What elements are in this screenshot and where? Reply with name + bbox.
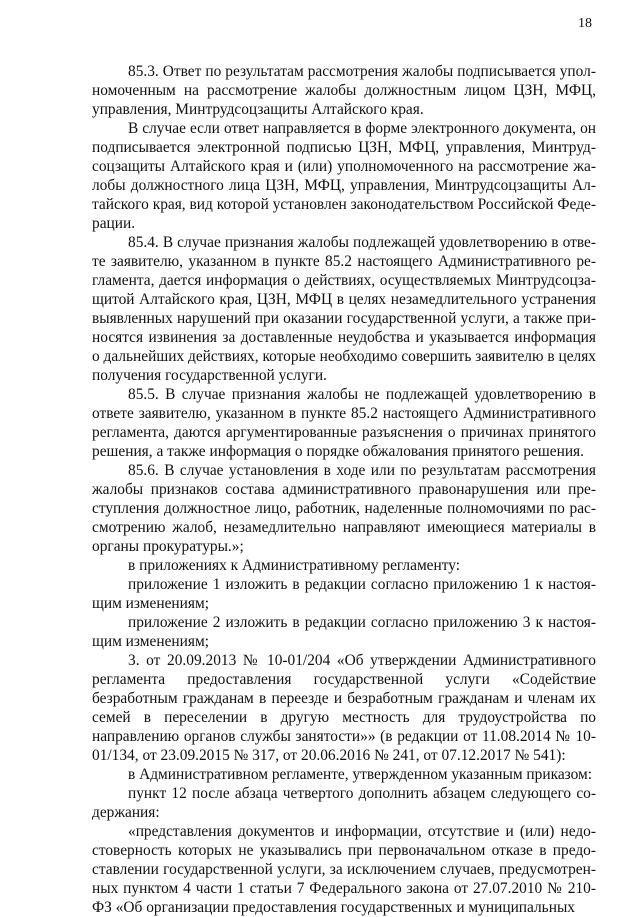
paragraph-appendices-intro: в приложениях к Административному регламенту:	[128, 557, 461, 574]
paragraph-regulation-intro: в Административном регламенте, утвержденном указанным приказом:	[128, 766, 593, 783]
paragraph-85-3: 85.3. Ответ по результатам рассмотрения жалобы подписывается уполномоченным на рассмотрение жалобы должностным лицом ЦЗН, МФЦ, управления, Минтрудсоцзащиты Алтайского края.	[92, 63, 596, 118]
paragraph-appendix-2: приложение 2 изложить в редакции согласно приложению 3 к настоящим изменениям;	[92, 614, 596, 650]
paragraph-85-4: 85.4. В случае признания жалобы подлежащей удовлетворению в ответе заявителю, указанном в пункте 85.2 настоящего Административного регламента, дается информация о действиях, осуществляемых Минтрудсоцзащитой Алтайского края, ЦЗН, МФЦ в целях незамедлительного устранения выявленных нарушений при оказании государственной услуги, а также приносятся извинения за доставленные неудобства и указывается информация о дальнейших действиях, которые необходимо совершить заявителю в целях получения государственной услуги.	[92, 234, 596, 384]
document-body	[92, 62, 596, 917]
paragraph-quoted-addition: «представления документов и информации, отсутствие и (или) недостоверность которых не указывались при первоначальном отказе в предоставлении государственной услуги, за исключением случаев, предусмотренных пунктом 4 части 1 статьи 7 Федерального закона от 27.07.2010 № 210-ФЗ «Об организации предоставления государственных и муниципальных	[92, 823, 596, 916]
paragraph-order-3: 3. от 20.09.2013 № 10-01/204 «Об утверждении Административного регламента предоставления государственной услуги «Содействие безработным гражданам в переезде и безработным гражданам и членам их семей в переселении в другую местность для трудоустройства по направлению органов службы занятости»» (в редакции от 11.08.2014 № 10-01/134, от 23.09.2015 № 317, от 20.06.2016 № 241, от 07.12.2017 № 541):	[92, 652, 596, 764]
paragraph-85-6: 85.6. В случае установления в ходе или по результатам рассмотрения жалобы признаков состава административного правонарушения или преступления должностное лицо, работник, наделенные полномочиями по рассмотрению жалоб, незамедлительно направляют имеющиеся материалы в органы прокуратуры.»;	[92, 462, 596, 555]
paragraph-appendix-1: приложение 1 изложить в редакции согласно приложению 1 к настоящим изменениям;	[92, 576, 596, 612]
paragraph-85-5: 85.5. В случае признания жалобы не подлежащей удовлетворению в ответе заявителю, указанном в пункте 85.2 настоящего Административного регламента, даются аргументированные разъяснения о причинах принятого решения, а также информация о порядке обжалования принятого решения.	[92, 386, 596, 460]
paragraph-electronic-signature: В случае если ответ направляется в форме электронного документа, он подписывается электронной подписью ЦЗН, МФЦ, управления, Минтрудсоцзащиты Алтайского края и (или) уполномоченного на рассмотрение жалобы должностного лица ЦЗН, МФЦ, управления, Минтрудсоцзащиты Алтайского края, вид которой установлен законодательством Российской Федерации.	[92, 120, 596, 232]
paragraph-point-12: пункт 12 после абзаца четвертого дополнить абзацем следующего содержания:	[92, 785, 596, 821]
page-number: 18	[578, 16, 592, 31]
